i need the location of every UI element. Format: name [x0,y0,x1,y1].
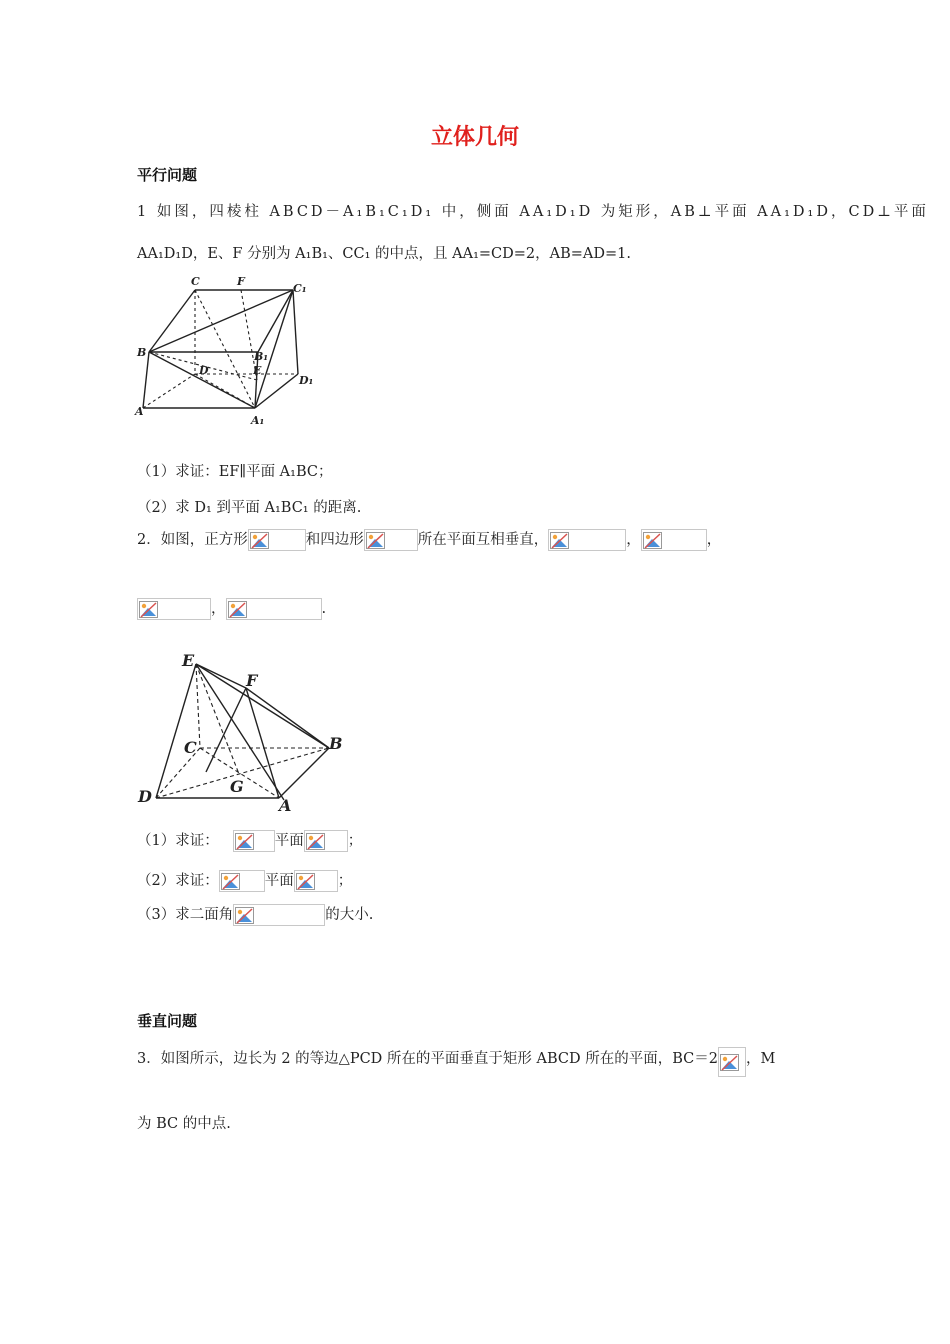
q2-part1 [137,829,362,853]
q3-line1-suffix: ，M [745,1051,776,1067]
broken-image-icon [235,907,255,925]
broken-image-icon [550,532,570,550]
q3-line1 [137,1047,775,1071]
fig1-label-a: A [135,405,144,418]
q2-pyramid-figure [134,650,344,815]
broken-image-icon [306,833,326,851]
formula-placeholder [233,904,325,926]
formula-placeholder [294,870,338,892]
formula-placeholder [248,529,306,551]
q2-mid2: 所在平面互相垂直， [417,532,549,548]
fig1-label-c: C [191,275,200,288]
broken-image-icon [228,601,248,619]
q2-part2-prefix: （2）求证： [137,873,219,889]
fig1-label-b: B [137,346,147,359]
q2-semicolon: ； [337,873,353,889]
section-heading-parallel: 平行问题 [137,166,198,184]
broken-image-icon [235,833,255,851]
fig1-label-a1: A₁ [251,414,265,427]
q2-prefix: 2．如图，正方形 [137,532,248,548]
fig2-label-b: B [329,734,343,753]
fig1-label-f: F [237,275,245,288]
fig2-label-a: A [279,796,292,815]
section-heading-perpendicular: 垂直问题 [137,1012,198,1030]
q2-comma: ， [211,601,226,617]
q1-prism-figure [133,272,323,432]
q2-semicolon: ； [347,833,363,849]
fig2-label-d: D [138,787,152,806]
q2-part2 [137,869,352,893]
fig2-label-f: F [246,671,258,690]
q2-part3 [137,903,373,927]
formula-placeholder [364,529,418,551]
q2-line1 [137,528,721,552]
page-title: 立体几何 [430,125,519,150]
broken-image-icon [250,532,270,550]
formula-placeholder [548,529,626,551]
fig1-label-d: D [199,364,209,377]
q2-period: . [321,601,327,617]
q2-plane-text: 平面 [264,873,294,889]
q2-part3-suffix: 的大小. [325,907,374,923]
q3-line2: 为 BC 的中点. [137,1116,231,1132]
fig2-label-g: G [230,777,244,796]
formula-placeholder [233,830,275,852]
fig2-label-e: E [182,651,195,670]
formula-placeholder [137,598,211,620]
q2-plane-text: 平面 [274,833,304,849]
q2-mid1: 和四边形 [305,532,364,548]
q2-part1-prefix: （1）求证： [137,833,219,849]
broken-image-icon [296,873,316,891]
q1-part2: （2）求 D₁ 到平面 A₁BC₁ 的距离. [137,500,362,516]
q2-comma: ， [706,532,722,548]
q1-line1: 1 如图，四棱柱 ABCD－A₁B₁C₁D₁ 中，侧面 AA₁D₁D 为矩形，AB⊥平面 AA₁D₁D，CD⊥平面 [137,204,929,220]
q2-line2 [137,597,326,621]
q1-part1: （1）求证：EF∥平面 A₁BC； [137,464,333,480]
fig1-label-d1: D₁ [299,374,314,387]
formula-placeholder [718,1047,746,1077]
broken-image-icon [366,532,386,550]
fig2-label-c: C [184,738,197,757]
broken-image-icon [720,1054,740,1072]
broken-image-icon [643,532,663,550]
formula-placeholder [641,529,707,551]
fig1-label-b1: B₁ [254,350,269,363]
q2-part3-prefix: （3）求二面角 [137,907,234,923]
fig1-label-c1: C₁ [293,282,307,295]
q3-line1-text: 3．如图所示，边长为 2 的等边△PCD 所在的平面垂直于矩形 ABCD 所在的平面，BC＝2 [137,1051,718,1067]
broken-image-icon [221,873,241,891]
broken-image-icon [139,601,159,619]
q1-line2: AA₁D₁D，E、F 分别为 A₁B₁、CC₁ 的中点，且 AA₁=CD=2，AB=AD=1. [137,246,632,262]
q2-comma: ， [626,532,641,548]
formula-placeholder [219,870,265,892]
fig1-label-e: E [253,364,262,377]
formula-placeholder [304,830,348,852]
formula-placeholder [226,598,322,620]
